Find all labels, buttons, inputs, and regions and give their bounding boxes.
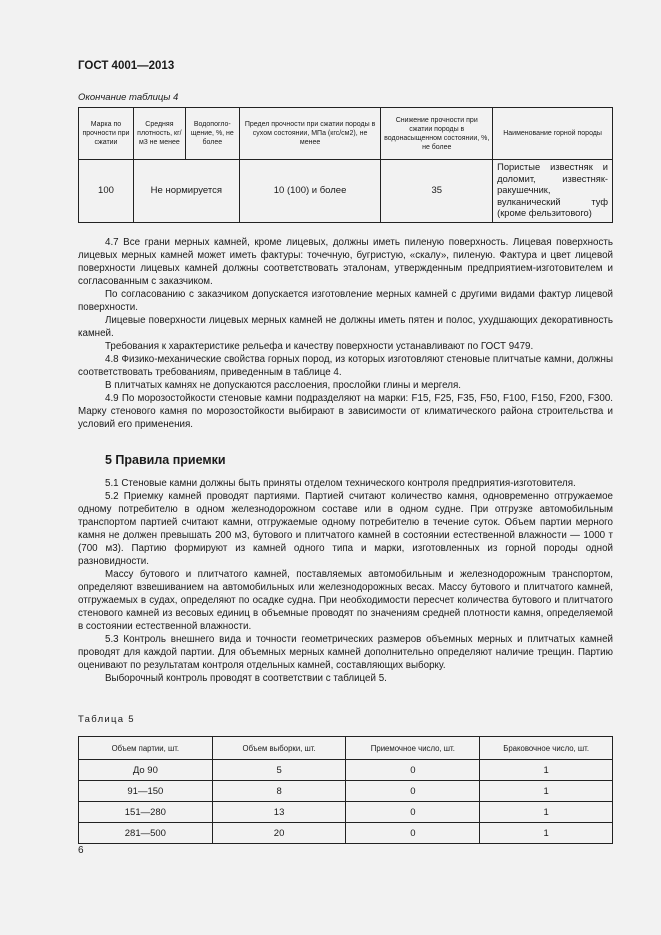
table5-header: Объем партии, шт. <box>79 737 213 760</box>
paragraph: 5.1 Стеновые камни должны быть приняты отделом технического контроля предприятия-изготовителя. <box>105 478 576 489</box>
section-title: 5 Правила приемки <box>105 453 226 467</box>
table-cell: 0 <box>346 823 480 844</box>
table-cell: 13 <box>212 802 346 823</box>
table-cell: До 90 <box>79 760 213 781</box>
table-cell: 91—150 <box>79 781 213 802</box>
table-cell: 0 <box>346 802 480 823</box>
table-cell: 1 <box>480 781 613 802</box>
paragraph: Требования к характеристике рельефа и качеству поверхности устанавливают по ГОСТ 9479. <box>105 341 534 352</box>
table-row <box>79 160 613 223</box>
table-cell: 8 <box>212 781 346 802</box>
paragraph: Выборочный контроль проводят в соответствии с таблицей 5. <box>105 673 387 684</box>
reduction-cell: 35 <box>381 160 493 223</box>
paragraph: 5.3 Контроль внешнего вида и точности геометрических размеров объемных мерных и плитчатых камней проводят для каждой партии. Для объемных мерных камней дополнительно определяют наличие трещин. Партию оценивают по результатам контроля отдельных камней, составляющих выборку. <box>78 634 613 671</box>
paragraph: 4.8 Физико-механические свойства горных пород, из которых изготовляют стеновые плитчатые камни, должны соответствовать требованиям, приведенным в таблице 4. <box>78 354 613 378</box>
table-row <box>79 760 613 781</box>
table-cell: 1 <box>480 760 613 781</box>
paragraph: Лицевые поверхности лицевых мерных камней не должны иметь пятен и полос, ухудшающих декоративность камней. <box>78 315 613 339</box>
strength-cell: 10 (100) и более <box>239 160 381 223</box>
table5-header: Браковочное число, шт. <box>480 737 613 760</box>
table4-header-row <box>79 108 613 160</box>
table4-header: Предел прочности при сжатии породы в сухом состоянии, МПа (кгс/см2), не менее <box>239 108 381 160</box>
paragraph: В плитчатых камнях не допускаются расслоения, прослойки глины и мергеля. <box>105 380 462 391</box>
table-cell: 0 <box>346 781 480 802</box>
page-number: 6 <box>78 845 84 856</box>
density-water-cell: Не нормируется <box>133 160 239 223</box>
section5-text <box>78 477 613 685</box>
standard-header: ГОСТ 4001—2013 <box>78 60 175 72</box>
paragraph: Массу бутового и плитчатого камней, поставляемых автомобильным и железнодорожным транспортом, определяют взвешиванием на автомобильных или железнодорожных весах. Массу бутового и плитчатого камней, отгружаемых в судах, определяют по осадке судна. При необходимости пересчет количества бутового и плитчатого стенового камней из весовых единиц в объемные проводят по значениям средней плотности камня, определяемой в состоянии естественной влажности. <box>78 569 613 632</box>
table-4 <box>78 107 613 223</box>
table-cell: 1 <box>480 823 613 844</box>
table5-header: Приемочное число, шт. <box>346 737 480 760</box>
table4-header: Марка по прочности при сжатии <box>79 108 134 160</box>
table-cell: 20 <box>212 823 346 844</box>
table4-header: Водопогло-щение, %, не более <box>185 108 239 160</box>
table-row <box>79 802 613 823</box>
grade-cell: 100 <box>79 160 134 223</box>
table4-header: Средняя плотность, кг/м3 не менее <box>133 108 185 160</box>
paragraph: 4.9 По морозостойкости стеновые камни подразделяют на марки: F15, F25, F35, F50, F100, F150, F200, F300. Марку стенового камня по морозостойкости выбирают в зависимости от климатического района строительства и условий его применения. <box>78 393 613 430</box>
table4-header: Снижение прочности при сжатии породы в водонасыщенном состоянии, %, не более <box>381 108 493 160</box>
table5-caption: Таблица 5 <box>78 714 135 725</box>
table4-caption: Окончание таблицы 4 <box>78 92 179 103</box>
table5-header: Объем выборки, шт. <box>212 737 346 760</box>
table-cell: 281—500 <box>79 823 213 844</box>
rock-cell: Пористые известняк и доломит, известняк-ракушечник, вулканический туф (кроме фельзитового) <box>493 160 613 223</box>
table5-header-row <box>79 737 613 760</box>
table-cell: 151—280 <box>79 802 213 823</box>
table-cell: 1 <box>480 802 613 823</box>
paragraph: По согласованию с заказчиком допускается изготовление мерных камней с другими видами фактур лицевой поверхности. <box>78 289 613 313</box>
table-row <box>79 823 613 844</box>
table-5 <box>78 736 613 844</box>
paragraph: 5.2 Приемку камней проводят партиями. Партией считают количество камня, одновременно отгружаемое одному потребителю в одном железнодорожном составе или в одном судне. При отгрузке автомобильным транспортом партией считают камни, отгружаемые одному потребителю в течение суток. Объем партии мерного камня не должен превышать 200 м3, бутового и плитчатого камней в состоянии естественной влажности — 1000 т (700 м3). Партию формируют из камней одного типа и марки, изготовленных из горной породы одной разновидности. <box>78 491 613 567</box>
table-cell: 5 <box>212 760 346 781</box>
table4-header: Наименование горной породы <box>493 108 613 160</box>
table-cell: 0 <box>346 760 480 781</box>
section4-text <box>78 236 613 431</box>
table-row <box>79 781 613 802</box>
paragraph: 4.7 Все грани мерных камней, кроме лицевых, должны иметь пиленую поверхность. Лицевая поверхность лицевых мерных камней может иметь фактуры: точечную, бугристую, «скалу», пиленую. Фактура и цвет лицевой поверхности лицевых камней должны соответствовать эталонам, утвержденным предприятием-изготовителем и согласованным с заказчиком. <box>78 237 613 287</box>
